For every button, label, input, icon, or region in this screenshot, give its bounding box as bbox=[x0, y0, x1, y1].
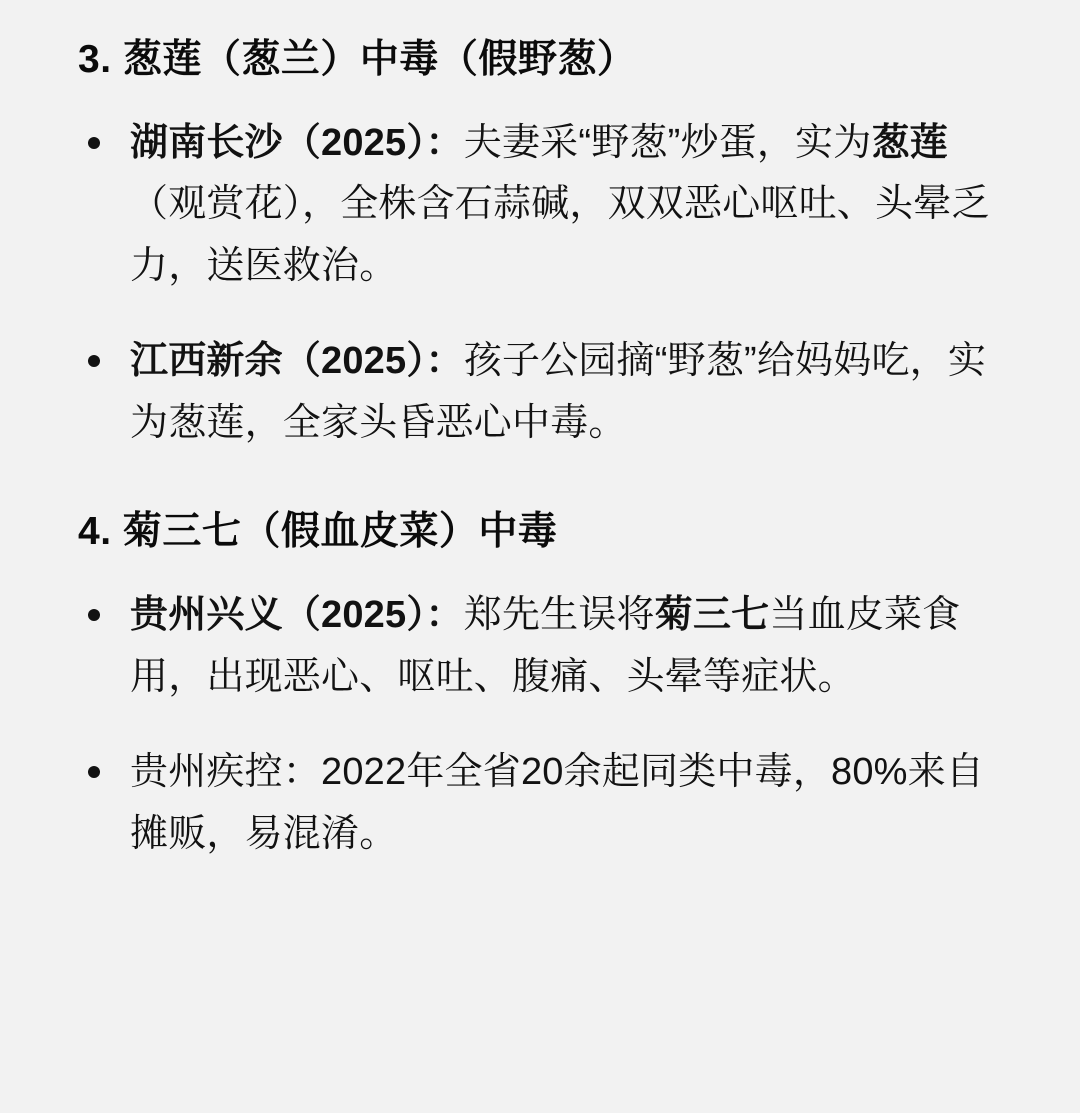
section-4 bbox=[78, 506, 1020, 865]
bullet-list-3 bbox=[78, 113, 1020, 455]
bullet-dot-icon bbox=[88, 609, 100, 621]
section-heading-3: 3. 葱莲（葱兰）中毒（假野葱） bbox=[78, 38, 637, 81]
section-heading-4: 4. 菊三七（假血皮菜）中毒 bbox=[78, 510, 558, 554]
list-item-text-a: 夫妻采“野葱”炒蛋，实为 bbox=[463, 121, 872, 164]
bullet-dot-icon bbox=[88, 355, 100, 367]
list-item-lead: 湖南长沙（2025）： bbox=[130, 121, 464, 164]
list-item-emphasis: 葱莲 bbox=[871, 121, 948, 164]
list-item-text-b: 当血皮菜食用，出现恶心、呕吐、腹痛、头晕等症状。 bbox=[130, 594, 961, 698]
list-item-emphasis: 菊三七 bbox=[654, 594, 770, 637]
bullet-dot-icon bbox=[88, 766, 100, 778]
list-item bbox=[78, 331, 1020, 454]
list-item bbox=[78, 113, 1020, 298]
bullet-list-4 bbox=[78, 585, 1020, 865]
list-item-lead: 江西新余（2025）： bbox=[130, 340, 464, 383]
section-3 bbox=[78, 34, 1020, 454]
list-item-text-b: （观赏花），全株含石蒜碱，双双恶心呕吐、头晕乏力，送医救治。 bbox=[130, 183, 990, 287]
list-item bbox=[78, 585, 1020, 708]
list-item-text-a: 2022年全省20余起同类中毒，80%来自摊贩，易混淆。 bbox=[130, 751, 985, 855]
list-item-lead: 贵州兴义（2025）： bbox=[130, 594, 464, 637]
list-item bbox=[78, 742, 1020, 865]
bullet-dot-icon bbox=[88, 137, 100, 149]
list-item-lead: 贵州疾控： bbox=[130, 751, 322, 794]
list-item-text-a: 孩子公园摘“野葱”给妈妈吃，实为葱莲，全家头昏恶心中毒。 bbox=[130, 340, 987, 444]
list-item-text-a: 郑先生误将 bbox=[463, 594, 655, 637]
